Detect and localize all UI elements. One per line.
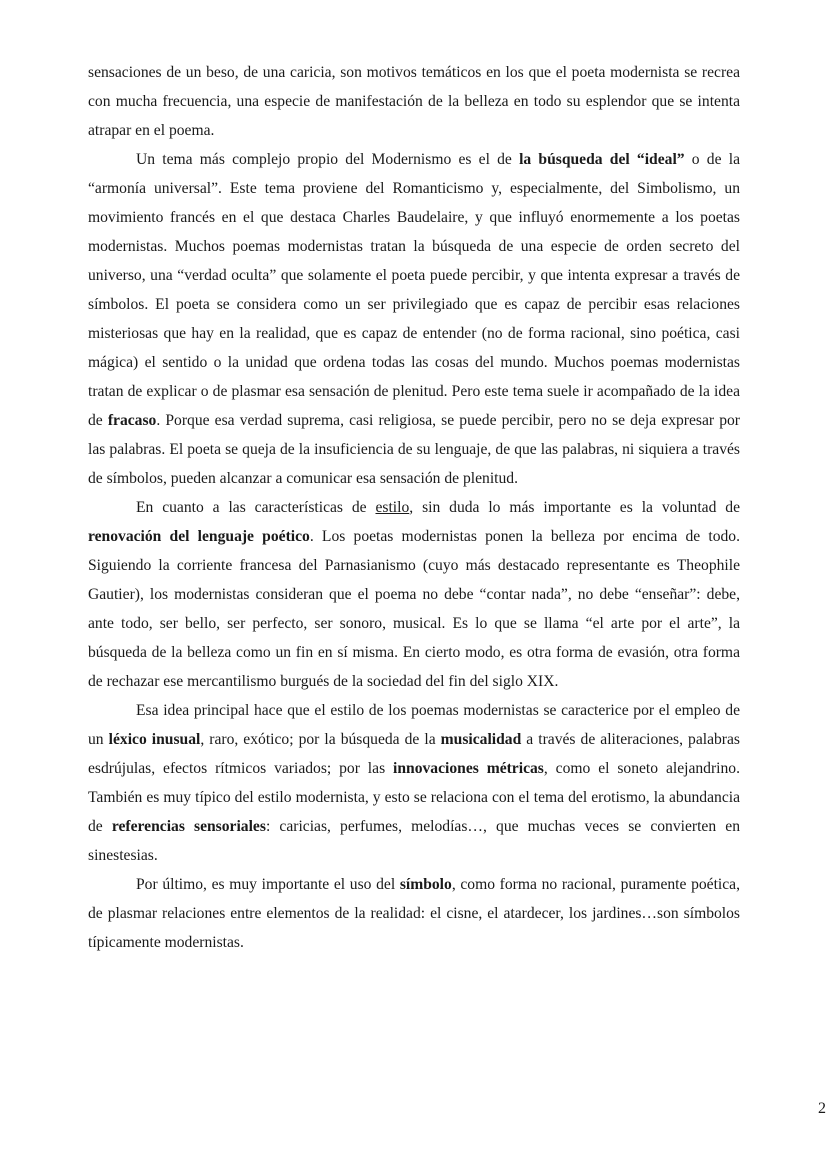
bold-run: fracaso bbox=[107, 412, 157, 429]
bold-run: innovaciones métricas bbox=[393, 760, 544, 777]
text-run: : caricias, perfumes, melodías…, que muchas veces se convierten en sinestesias. bbox=[88, 818, 741, 864]
text-run: sensaciones de un beso, de una caricia, son motivos temáticos en los que el poeta modernista se recrea con mucha frecuencia, una especie de manifestación de la belleza en todo su esplendor que se intenta atrapar en el poema. bbox=[88, 64, 740, 139]
paragraph bbox=[88, 493, 740, 696]
bold-run: renovación del lenguaje poético bbox=[88, 528, 310, 545]
page-number bbox=[0, 1100, 828, 1118]
text-run: , como el soneto alejandrino. También es muy típico del estilo modernista, y esto se relaciona con el tema del erotismo, la abundancia de bbox=[88, 760, 740, 835]
text-run: a través de aliteraciones, palabras esdrújulas, efectos rítmicos variados; por las bbox=[88, 731, 740, 777]
text-run: . Los poetas modernistas ponen la belleza por encima de todo. Siguiendo la corriente francesa del Parnasianismo (cuyo más destacado representante es Theophile Gautier), los modernistas consideran que el poema no debe “contar nada”, no debe “enseñar”: debe, ante todo, ser bello, ser perfecto, ser sonoro, musical. Es lo que se llama “el arte por el arte”, la búsqueda de la belleza como un fin en sí misma. En cierto modo, es otra forma de evasión, otra forma de rechazar ese mercantilismo burgués de la sociedad del fin del siglo XIX. bbox=[88, 528, 740, 690]
paragraph bbox=[88, 870, 740, 957]
bold-run: léxico inusual bbox=[108, 731, 201, 748]
bold-run: referencias sensoriales bbox=[111, 818, 266, 835]
bold-run: símbolo bbox=[399, 876, 452, 893]
text-run: Un tema más complejo propio del Modernismo es el de bbox=[136, 151, 520, 168]
text-run: , sin duda lo más importante es la voluntad de bbox=[409, 499, 741, 516]
text-run: o de la “armonía universal”. Este tema proviene del Romanticismo y, especialmente, del Simbolismo, un movimiento francés en el que destaca Charles Baudelaire, y que influyó enormemente a los poetas modernistas. Muchos poemas modernistas tratan la búsqueda de una especie de orden secreto del universo, una “verdad oculta” que solamente el poeta puede percibir, y que intenta expresar a través de símbolos. El poeta se considera como un ser privilegiado que es capaz de percibir esas relaciones misteriosas que hay en la realidad, que es capaz de entender (no de forma racional, sino poética, casi mágica) el sentido o la unidad que ordena todas las cosas del mundo. Muchos poemas modernistas tratan de explicar o de plasmar esa sensación de plenitud. Pero este tema suele ir acompañado de la idea de bbox=[88, 151, 740, 429]
text-run: , como forma no racional, puramente poética, de plasmar relaciones entre elementos de la realidad: el cisne, el atardecer, los jardines…son símbolos típicamente modernistas. bbox=[88, 876, 740, 951]
text-run: , raro, exótico; por la búsqueda de la bbox=[200, 731, 441, 748]
page-number-label: 2 bbox=[818, 1100, 826, 1117]
paragraph bbox=[88, 58, 740, 145]
bold-run: la búsqueda del “ideal” bbox=[519, 151, 685, 168]
text-run: Por último, es muy importante el uso del bbox=[136, 876, 400, 893]
document-body bbox=[88, 58, 740, 957]
text-run: . Porque esa verdad suprema, casi religiosa, se puede percibir, pero no se deja expresar por las palabras. El poeta se queja de la insuficiencia de su lenguaje, de que las palabras, ni siquiera a través de símbolos, pueden alcanzar a comunicar esa sensación de plenitud. bbox=[88, 412, 740, 487]
underlined-run: estilo bbox=[375, 499, 410, 516]
text-run: Esa idea principal hace que el estilo de los poemas modernistas se caracterice por el empleo de un bbox=[88, 702, 740, 748]
paragraph bbox=[88, 145, 740, 493]
paragraph bbox=[88, 696, 740, 870]
bold-run: musicalidad bbox=[440, 731, 522, 748]
text-run: En cuanto a las características de bbox=[136, 499, 376, 516]
